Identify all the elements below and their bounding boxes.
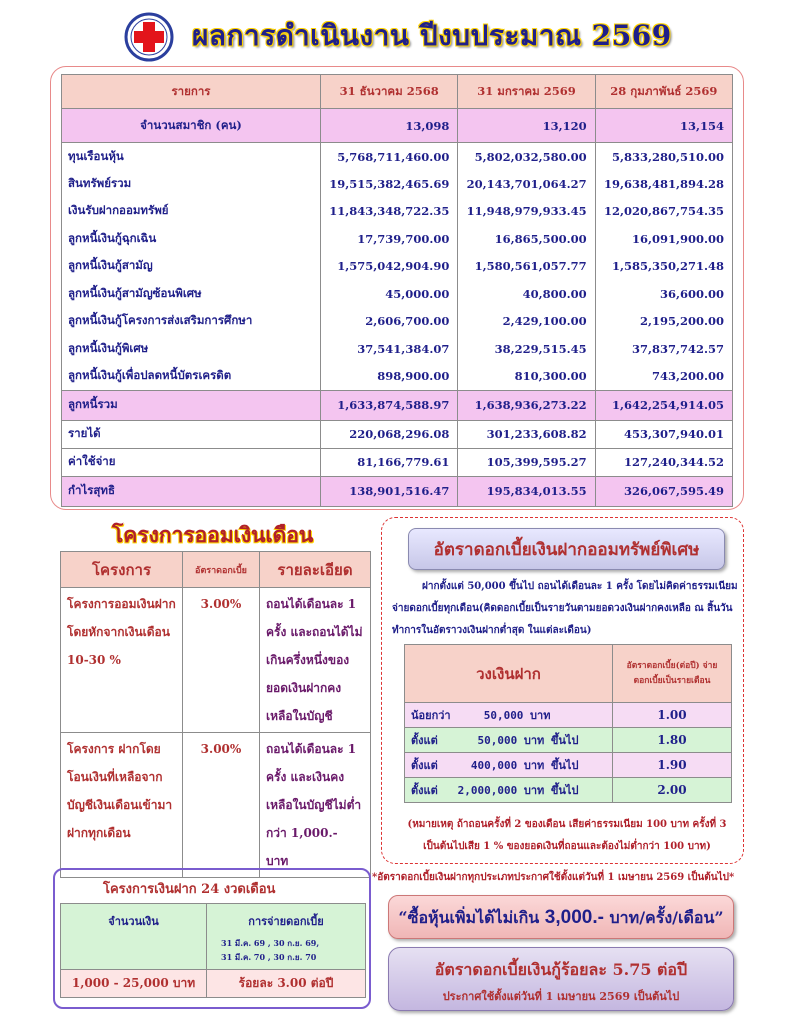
project-rate: 3.00% <box>183 588 260 733</box>
expense-row <box>62 448 733 476</box>
row-value: 2,195,200.00 <box>595 308 732 336</box>
row-label: กำไรสุทธิ <box>62 476 321 506</box>
row-label: เงินรับฝากออมทรัพย์ <box>62 198 321 226</box>
row-value: 453,307,940.01 <box>595 420 732 448</box>
row-value: 1,580,561,057.77 <box>458 253 595 281</box>
share-amount: 3,000.- <box>544 907 604 928</box>
net-profit-row <box>62 476 733 506</box>
row-value: 45,000.00 <box>321 280 458 308</box>
table-row <box>62 280 733 308</box>
installment-table <box>60 903 366 998</box>
row-label: ลูกหนี้เงินกู้เพื่อปลดหนี้บัตรเครดิต <box>62 363 321 391</box>
row-value: 17,739,700.00 <box>321 225 458 253</box>
payment-dates-line-1: 31 มี.ค. 69 , 30 ก.ย. 69, <box>221 938 320 948</box>
installment-title: โครงการเงินฝาก 24 งวดเดือน <box>103 882 276 897</box>
deposit-rate: 1.90 <box>613 753 732 778</box>
row-value: 1,575,042,904.90 <box>321 253 458 281</box>
row-value: 37,837,742.57 <box>595 335 732 363</box>
table-row <box>405 778 732 803</box>
header-project: โครงการ <box>61 552 183 588</box>
row-value: 220,068,296.08 <box>321 420 458 448</box>
special-deposit-title: อัตราดอกเบี้ยเงินฝากออมทรัพย์พิเศษ <box>408 528 725 570</box>
project-detail: ถอนได้เดือนละ 1 ครั้ง และเงินคงเหลือในบัญชีไม่ต่ำกว่า 1,000.- บาท <box>260 733 371 878</box>
installment-amount: 1,000 - 25,000 บาท <box>61 970 207 998</box>
row-label: รายได้ <box>62 420 321 448</box>
saving-projects-table <box>60 551 371 878</box>
special-deposit-description: ฝากตั้งแต่ 50,000 ขึ้นไป ถอนได้เดือนละ 1 ครั้ง โดยไม่คิดค่าธรรมเนียม จ่ายดอกเบี้ยทุกเดือน(คิดดอกเบี้ยเป็นรายวันตามยอดวงเงินฝากคงเหลือ ณ สิ้นวันทำการในอัตราวงเงินฝากต่ำสุด ในแต่ละเดือน) <box>392 581 738 636</box>
deposit-rate: 1.00 <box>613 703 732 728</box>
total-debtors-row <box>62 390 733 420</box>
row-label: ทุนเรือนหุ้น <box>62 143 321 171</box>
table-header-row <box>61 552 371 588</box>
project-name: โครงการออมเงินฝากโดยหักจากเงินเดือน 10-30 % <box>61 588 183 733</box>
header-detail: รายละเอียด <box>260 552 371 588</box>
row-value: 19,638,481,894.28 <box>595 170 732 198</box>
row-label: ลูกหนี้รวม <box>62 390 321 420</box>
row-value: 743,200.00 <box>595 363 732 391</box>
row-label: ลูกหนี้เงินกู้พิเศษ <box>62 335 321 363</box>
row-value: 40,800.00 <box>458 280 595 308</box>
header-rate: อัตราดอกเบี้ย(ต่อปี) จ่ายดอกเบี้ยเป็นรายเดือน <box>613 645 732 703</box>
members-row <box>62 109 733 143</box>
row-value: 138,901,516.47 <box>321 476 458 506</box>
header-payment-label: การจ่ายดอกเบี้ย <box>248 915 324 928</box>
project-name: โครงการ ฝากโดยโอนเงินที่เหลือจากบัญชีเงินเดือนเข้ามาฝากทุกเดือน <box>61 733 183 878</box>
deposit-range: ตั้งแต่ 400,000 บาท ขึ้นไป <box>405 753 613 778</box>
income-row <box>62 420 733 448</box>
table-row <box>61 970 366 998</box>
row-value: 16,091,900.00 <box>595 225 732 253</box>
header-payment <box>207 904 366 970</box>
table-row <box>405 753 732 778</box>
project-rate: 3.00% <box>183 733 260 878</box>
row-value: 11,843,348,722.35 <box>321 198 458 226</box>
row-label: จำนวนสมาชิก (คน) <box>62 109 321 143</box>
loan-rate-subtitle: ประกาศใช้ตั้งแต่วันที่ 1 เมษายน 2569 เป็นต้นไป <box>442 990 680 1003</box>
special-deposit-note: (หมายเหตุ ถ้าถอนครั้งที่ 2 ของเดือน เสียค่าธรรมเนียม 100 บาท ครั้งที่ 3 เป็นต้นไปเสีย 1 % ของยอดเงินที่ถอนและต้องไม่ต่ำกว่า 100 บาท) <box>407 819 727 852</box>
header-feb-2569: 28 กุมภาพันธ์ 2569 <box>595 75 732 109</box>
row-value: 13,154 <box>595 109 732 143</box>
deposit-range: ตั้งแต่ 2,000,000 บาท ขึ้นไป <box>405 778 613 803</box>
installment-rate: ร้อยละ 3.00 ต่อปี <box>207 970 366 998</box>
deposit-range: ตั้งแต่ 50,000 บาท ขึ้นไป <box>405 728 613 753</box>
performance-table <box>61 74 733 507</box>
row-value: 5,802,032,580.00 <box>458 143 595 171</box>
header-amount-label: จำนวนเงิน <box>108 915 159 928</box>
row-value: 5,768,711,460.00 <box>321 143 458 171</box>
row-label: ค่าใช้จ่าย <box>62 448 321 476</box>
row-label: ลูกหนี้เงินกู้โครงการส่งเสริมการศึกษา <box>62 308 321 336</box>
row-value: 1,642,254,914.05 <box>595 390 732 420</box>
announcement-note: *อัตราดอกเบี้ยเงินฝากทุกประเภทประกาศใช้ตั้งแต่วันที่ 1 เมษายน 2569 เป็นต้นไป* <box>372 872 735 883</box>
header-amount <box>61 904 207 970</box>
table-row <box>405 703 732 728</box>
loan-rate-banner <box>388 947 734 1011</box>
payment-dates <box>207 936 365 964</box>
table-row <box>62 308 733 336</box>
row-value: 19,515,382,465.69 <box>321 170 458 198</box>
table-row <box>62 198 733 226</box>
row-value: 38,229,515.45 <box>458 335 595 363</box>
row-value: 1,585,350,271.48 <box>595 253 732 281</box>
payment-dates-line-2: 31 มี.ค. 70 , 30 ก.ย. 70 <box>221 952 317 962</box>
table-header-row <box>62 75 733 109</box>
row-value: 20,143,701,064.27 <box>458 170 595 198</box>
share-suffix: บาท/ครั้ง/เดือน” <box>603 908 724 927</box>
header-amount: วงเงินฝาก <box>405 645 613 703</box>
row-value: 326,067,595.49 <box>595 476 732 506</box>
row-value: 12,020,867,754.35 <box>595 198 732 226</box>
row-label: ลูกหนี้เงินกู้สามัญ <box>62 253 321 281</box>
row-value: 127,240,344.52 <box>595 448 732 476</box>
row-value: 2,429,100.00 <box>458 308 595 336</box>
row-value: 105,399,595.27 <box>458 448 595 476</box>
table-row <box>62 170 733 198</box>
table-header-row <box>405 645 732 703</box>
row-value: 2,606,700.00 <box>321 308 458 336</box>
share-prefix: “ซื้อหุ้นเพิ่มได้ไม่เกิน <box>398 908 545 927</box>
project-detail: ถอนได้เดือนละ 1 ครั้ง และถอนได้ไม่เกินครึ่งหนึ่งของยอดเงินฝากคงเหลือในบัญชี <box>260 588 371 733</box>
row-label: สินทรัพย์รวม <box>62 170 321 198</box>
row-value: 1,638,936,273.22 <box>458 390 595 420</box>
row-value: 16,865,500.00 <box>458 225 595 253</box>
header-rate: อัตราดอกเบี้ย <box>183 552 260 588</box>
special-deposit-rate-table <box>404 644 732 803</box>
row-value: 36,600.00 <box>595 280 732 308</box>
row-value: 5,833,280,510.00 <box>595 143 732 171</box>
table-row <box>62 143 733 171</box>
row-value: 1,633,874,588.97 <box>321 390 458 420</box>
deposit-rate: 1.80 <box>613 728 732 753</box>
table-row <box>62 253 733 281</box>
deposit-range: น้อยกว่า 50,000 บาท <box>405 703 613 728</box>
page-title: ผลการดำเนินงาน ปีงบประมาณ 2569 <box>192 19 672 52</box>
table-header-row <box>61 904 366 970</box>
row-value: 13,098 <box>321 109 458 143</box>
table-row <box>62 225 733 253</box>
row-value: 195,834,013.55 <box>458 476 595 506</box>
table-row <box>61 588 371 733</box>
row-value: 81,166,779.61 <box>321 448 458 476</box>
loan-rate-title: อัตราดอกเบี้ยเงินกู้ร้อยละ 5.75 ต่อปี <box>434 960 688 979</box>
row-value: 37,541,384.07 <box>321 335 458 363</box>
row-value: 898,900.00 <box>321 363 458 391</box>
deposit-rate: 2.00 <box>613 778 732 803</box>
row-value: 11,948,979,933.45 <box>458 198 595 226</box>
saving-projects-title: โครงการออมเงินเดือน <box>112 522 314 547</box>
table-row <box>61 733 371 878</box>
header-dec-2568: 31 ธันวาคม 2568 <box>321 75 458 109</box>
row-value: 13,120 <box>458 109 595 143</box>
header-jan-2569: 31 มกราคม 2569 <box>458 75 595 109</box>
row-label: ลูกหนี้เงินกู้สามัญซ้อนพิเศษ <box>62 280 321 308</box>
header-item: รายการ <box>62 75 321 109</box>
row-value: 810,300.00 <box>458 363 595 391</box>
table-row <box>405 728 732 753</box>
row-value: 301,233,608.82 <box>458 420 595 448</box>
share-purchase-banner <box>388 895 734 939</box>
row-label: ลูกหนี้เงินกู้ฉุกเฉิน <box>62 225 321 253</box>
table-row <box>62 363 733 391</box>
red-cross-logo-icon <box>124 12 174 62</box>
table-row <box>62 335 733 363</box>
